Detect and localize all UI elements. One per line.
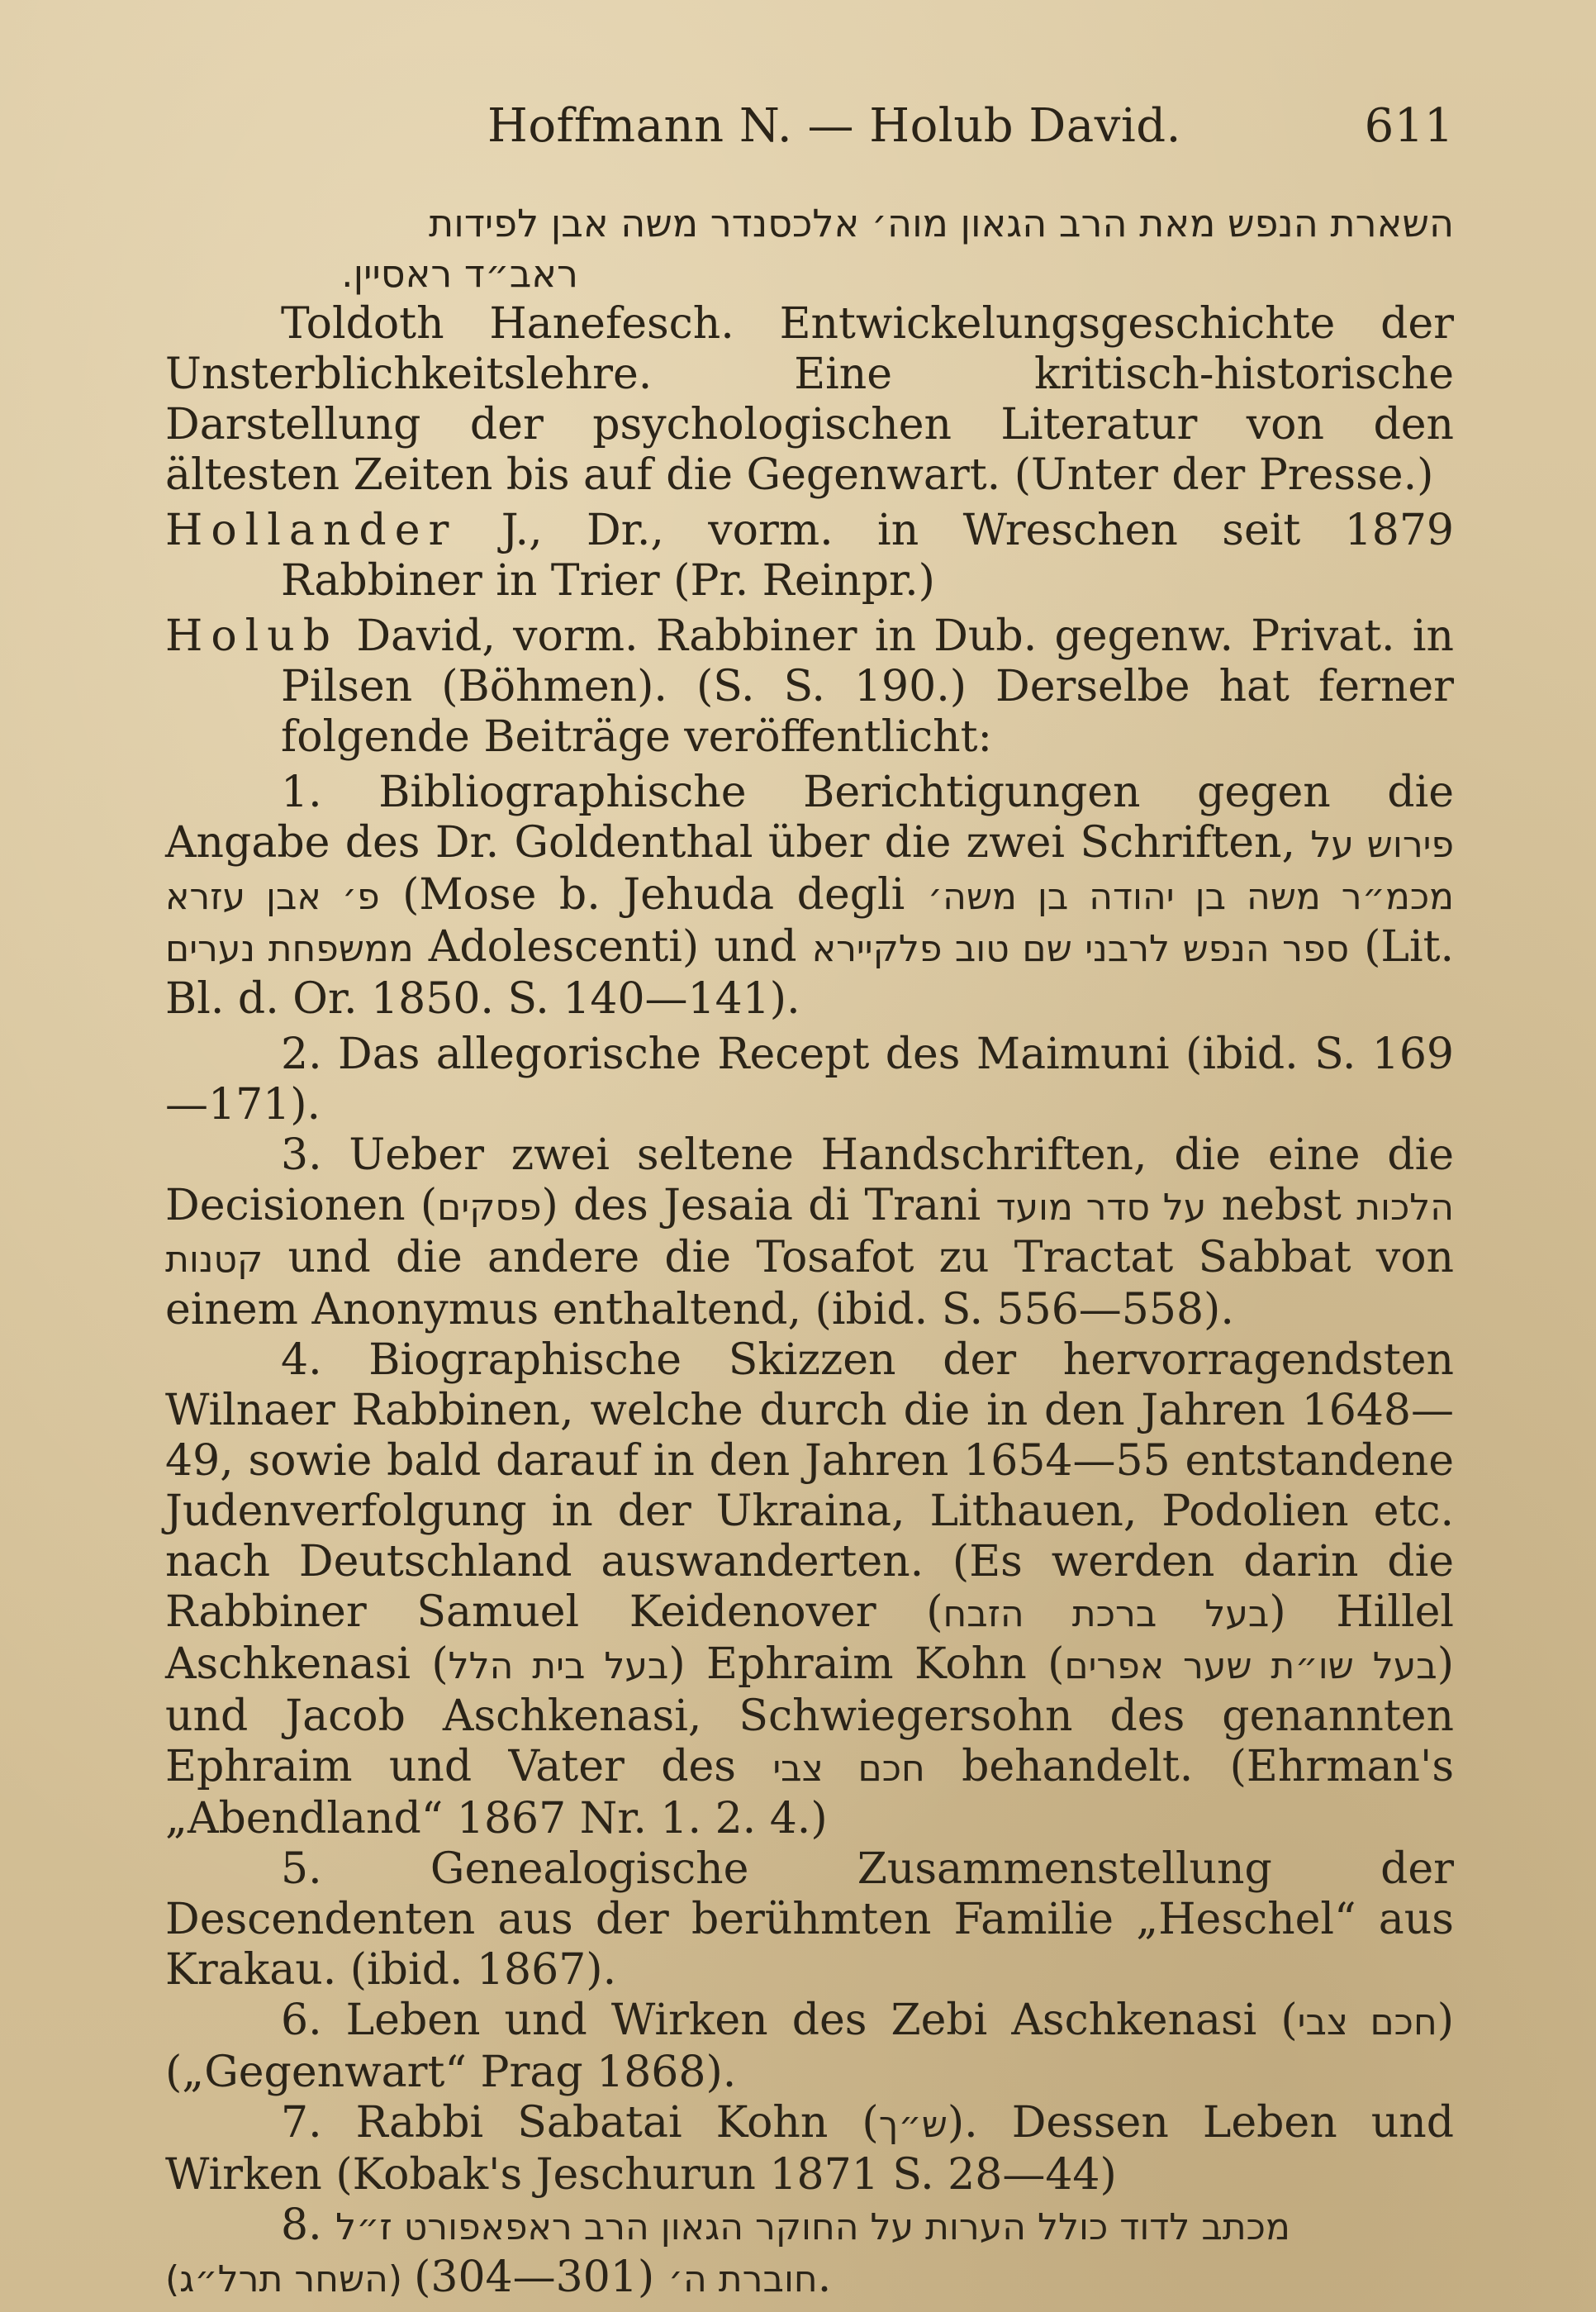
header-title: Hoffmann N. — Holub David.: [487, 99, 1181, 153]
item-2: 2. Das allegorische Recept des Maimuni (ibid. S. 169—171).: [165, 1030, 1454, 1130]
item-4: [165, 1335, 1454, 1844]
item-8-text-a: 8.: [281, 2200, 336, 2250]
item-4-hebrew-3: בעל שו״ת שער אפרים: [1064, 1645, 1437, 1687]
item-4-text-d: ) und Jacob Aschkenasi, Schwiegersohn des genannten Ephraim und Vater des: [165, 1639, 1454, 1791]
item-4-text-c: ) Ephraim Kohn (: [668, 1639, 1065, 1689]
item-1-hebrew-3: ספר הנפש לרבני שם טוב פלקיירא: [811, 928, 1350, 970]
item-4-text-e: behandelt. (Ehrman's „Abendland“ 1867 Nr. 1. 2. 4.): [165, 1742, 1455, 1843]
item-8-continuation: [165, 2253, 1454, 2305]
item-3-hebrew-1: פסקים: [437, 1187, 542, 1229]
item-3: [165, 1130, 1454, 1335]
entry-holub: [165, 611, 1454, 763]
item-1-text-d: (Lit. Bl. d. Or. 1850. S. 140—141).: [165, 922, 1455, 1024]
item-1-text-c: Adolescenti) und: [413, 922, 812, 972]
item-1-text-a: 1. Bibliographische Berichtigungen gegen die Angabe des Dr. Goldenthal über die zwei Schriften,: [165, 768, 1454, 868]
text-body: [165, 198, 1454, 2305]
item-1-hebrew-2: מכמ״ר משה בן יהודה בן משה׳ ממשפחת נערים: [165, 876, 1454, 970]
item-6-text-b: ) („Gegenwart“ Prag 1868).: [165, 1996, 1454, 2097]
item-3-text-d: und die andere die Tosafot zu Tractat Sabbat von einem Anonymus enthaltend, (ibid. S. 556—558).: [165, 1233, 1454, 1334]
item-4-hebrew-1: בעל ברכת הזבח: [943, 1593, 1270, 1635]
item-7: [165, 2098, 1454, 2200]
author-name-holub: Holub: [165, 611, 340, 661]
author-name-hollander: Hollander: [165, 506, 458, 555]
item-3-hebrew-3: הלכות קטנות: [165, 1187, 1454, 1281]
item-1-text-b: (Mose b. Jehuda degli: [379, 870, 928, 920]
item-5: 5. Genealogische Zusammenstellung der Descendenten aus der berühmten Familie „Heschel“ aus Krakau. (ibid. 1867).: [165, 1844, 1454, 1995]
item-8-hebrew-2: (השחר תרל״ג) חוברת ה׳: [165, 2258, 818, 2300]
entry-hollander: [165, 506, 1454, 607]
item-4-text-b: ) Hillel Aschkenasi (: [165, 1587, 1454, 1689]
entry-toldoth: Toldoth Hanefesch. Entwickelungsgeschichte der Unsterblichkeitslehre. Eine kritisch-historische Darstellung der psychologischen Literatur von den ältesten Zeiten bis auf die Gegenwart. (Unter der Presse.): [165, 299, 1454, 500]
item-1: [165, 768, 1454, 1025]
item-3-text-c: nebst: [1206, 1181, 1357, 1230]
hebrew-title-line-2: ראב״ד ראסיין.: [341, 251, 578, 296]
item-6: [165, 1996, 1454, 2098]
item-6-hebrew-1: חכם צבי: [1297, 2001, 1437, 2043]
item-7-hebrew-1: ש״ך: [878, 2104, 948, 2146]
item-4-hebrew-4: חכם צבי: [772, 1748, 925, 1790]
item-7-text-a: 7. Rabbi Sabatai Kohn (: [281, 2098, 879, 2148]
holub-text: David, vorm. Rabbiner in Dub. gegenw. Privat. in Pilsen (Böhmen). (S. S. 190.) Derselbe hat ferner folgende Beiträge veröffentlicht:: [281, 611, 1454, 762]
hollander-text: J., Dr., vorm. in Wreschen seit 1879 Rabbiner in Trier (Pr. Reinpr.): [281, 506, 1454, 606]
page-number: 611: [1364, 99, 1454, 153]
item-3-hebrew-2: על סדר מועד: [995, 1187, 1207, 1229]
item-3-text-b: ) des Jesaia di Trani: [541, 1181, 996, 1230]
item-4-hebrew-2: בעל בית הלל: [448, 1645, 669, 1687]
item-8: [165, 2200, 1454, 2253]
item-7-text-b: ). Dessen Leben und Wirken (Kobak's Jeschurun 1871 S. 28—44): [165, 2098, 1454, 2200]
item-4-text-a: 4. Biographische Skizzen der hervorragendsten Wilnaer Rabbinen, welche durch die in den Jahren 1648—49, sowie bald darauf in den Jahren 1654—55 entstandene Judenverfolgung in der Ukraina, Lithauen, Podolien etc. nach Deutschland auswanderten. (Es werden darin die Rabbiner Samuel Keidenover (: [165, 1335, 1454, 1637]
hebrew-title-line-1: השארת הנפש מאת הרב הגאון מוה׳ אלכסנדר משה אבן לפידות: [429, 201, 1454, 245]
item-3-text-a: 3. Ueber zwei seltene Handschriften, die eine die Decisionen (: [165, 1130, 1454, 1230]
item-6-text-a: 6. Leben und Wirken des Zebi Aschkenasi (: [281, 1996, 1298, 2045]
item-1-hebrew-1: פירוש על פ׳ אבן עזרא: [165, 824, 1454, 918]
item-8-hebrew-1: מכתב לדוד כולל הערות על החוקר הגאון הרב ראפאפורט ז״ל: [335, 2206, 1290, 2248]
item-8-text-b: (301—304).: [414, 2253, 832, 2302]
